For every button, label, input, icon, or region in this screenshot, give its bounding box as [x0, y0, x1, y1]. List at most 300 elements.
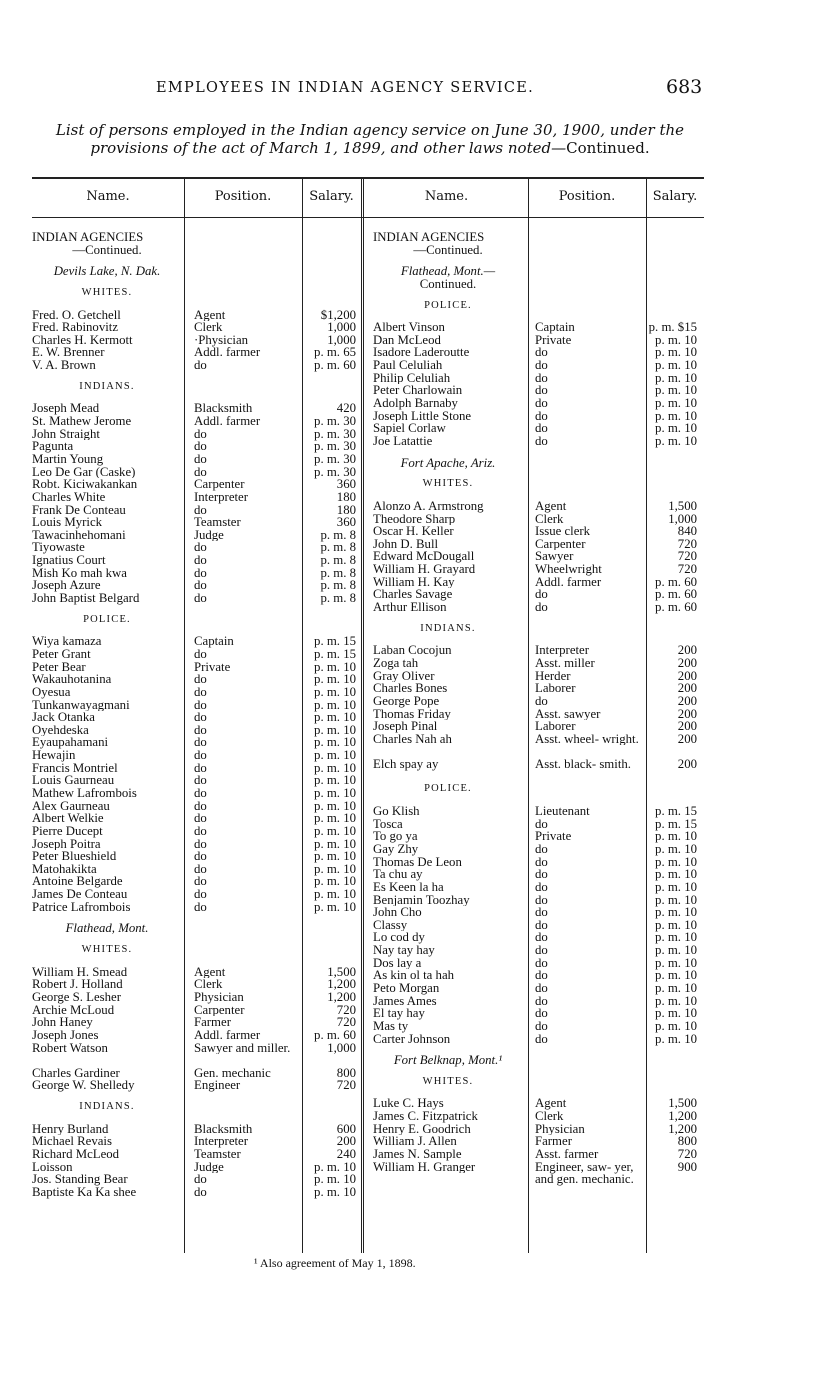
employee-name: Leo De Gar (Caske)	[32, 465, 136, 479]
employee-name: Oscar H. Keller	[373, 525, 454, 538]
employee-salary: p. m. 8	[320, 540, 356, 555]
employee-position: do	[194, 723, 207, 737]
employee-salary: p. m. 10	[655, 1006, 697, 1021]
employee-row	[373, 982, 704, 995]
employee-name: Gray Oliver	[373, 669, 435, 683]
employee-row	[32, 579, 361, 592]
employee-position: Physician	[194, 990, 244, 1004]
employee-name: James De Conteau	[32, 888, 128, 901]
section-heading	[32, 231, 361, 244]
employee-salary: 240	[336, 1147, 356, 1162]
employee-row	[373, 868, 704, 881]
header-salary-left: Salary.	[309, 189, 354, 204]
employee-position: ·Physician	[194, 333, 249, 347]
employee-salary: p. m. 60	[655, 574, 697, 589]
employee-salary: 200	[677, 668, 697, 683]
row-spacer	[32, 372, 361, 381]
employee-salary: p. m. 10	[655, 980, 697, 995]
employee-name: George Pope	[373, 694, 440, 708]
employee-position: do	[535, 359, 548, 372]
employee-salary: 180	[336, 502, 356, 517]
employee-name: Es Keen la ha	[373, 880, 444, 894]
category-label: INDIANS.	[79, 380, 135, 392]
employee-salary: p. m. 10	[314, 899, 356, 914]
employee-name: Thomas Friday	[373, 707, 451, 721]
employee-position: Captain	[535, 321, 575, 334]
employee-name: Peter Grant	[32, 647, 91, 661]
employee-name: Tosca	[373, 817, 403, 831]
employee-row	[373, 733, 704, 758]
employee-position: Carpenter	[194, 1003, 245, 1017]
employee-position: do	[535, 434, 548, 448]
employee-name: William J. Allen	[373, 1135, 457, 1149]
employee-salary: 1,000	[327, 320, 356, 335]
employee-name: Classy	[373, 918, 408, 932]
row-spacer	[32, 1092, 361, 1101]
employee-salary: 720	[677, 1147, 697, 1162]
employee-salary: 720	[336, 1078, 356, 1093]
employee-row	[373, 1020, 704, 1033]
employee-name: John Straight	[32, 427, 100, 441]
category-heading	[32, 287, 361, 300]
employee-salary: p. m. 15	[655, 804, 697, 819]
employee-salary: p. m. 10	[655, 841, 697, 856]
employee-position: do	[194, 812, 207, 825]
employee-salary: 360	[336, 515, 356, 530]
employee-position: do	[194, 736, 207, 750]
employee-name: Wiya kamaza	[32, 635, 102, 648]
right-column	[373, 231, 704, 1199]
employee-row	[32, 346, 361, 359]
employee-position: Laborer	[535, 720, 576, 733]
employee-position: do	[535, 944, 548, 957]
employee-position: do	[194, 799, 207, 813]
employee-name: Michael Revais	[32, 1135, 112, 1149]
employee-salary: 180	[336, 489, 356, 504]
employee-position: do	[194, 850, 207, 863]
employee-name: Loisson	[32, 1160, 73, 1174]
employee-position: Agent	[194, 965, 226, 979]
caption-continued: Continued.	[566, 139, 650, 157]
employee-salary: p. m. 10	[314, 659, 356, 674]
agency-name: Devils Lake, N. Dak.	[53, 264, 161, 279]
employee-salary: p. m. 10	[655, 1031, 697, 1046]
employee-row	[373, 1123, 704, 1136]
employee-row	[373, 805, 704, 818]
employee-name: William H. Smead	[32, 965, 128, 979]
employee-salary: 1,500	[668, 498, 697, 513]
agency-name: Flathead, Mont.	[65, 921, 149, 936]
employee-salary: p. m. 10	[314, 760, 356, 775]
employee-salary: 1,500	[668, 1096, 697, 1111]
employee-name: Sapiel Corlaw	[373, 422, 446, 435]
employee-salary: 840	[677, 524, 697, 539]
employee-position: do	[535, 694, 548, 708]
employee-row	[32, 661, 361, 674]
caption-line-1: List of persons employed in the Indian agency service on June 30, 1900, under the	[55, 121, 685, 139]
employee-name: Charles H. Kermott	[32, 333, 133, 347]
employee-position: do	[194, 685, 207, 699]
row-spacer	[373, 491, 704, 500]
header-name-right: Name.	[424, 189, 469, 204]
employee-name: Charles Nah ah	[373, 732, 452, 746]
employee-position: Engineer	[194, 1079, 241, 1093]
employee-position: do	[194, 900, 207, 914]
category-label: WHITES.	[422, 1075, 474, 1087]
employee-salary: p. m. 30	[314, 451, 356, 466]
employee-row	[32, 787, 361, 800]
employee-name: Joseph Mead	[32, 402, 100, 416]
employee-row	[32, 1042, 361, 1067]
employee-position: Agent	[535, 1097, 567, 1111]
employee-name: As kin ol ta hah	[373, 969, 455, 982]
employee-salary: p. m. 10	[314, 887, 356, 902]
employee-row	[373, 843, 704, 856]
employee-salary: 200	[677, 655, 697, 670]
employee-row	[32, 673, 361, 686]
employee-name: Joseph Azure	[32, 579, 101, 593]
employee-salary: p. m. 10	[314, 672, 356, 687]
employee-name: V. A. Brown	[32, 359, 96, 372]
employee-row	[373, 500, 704, 513]
employee-position: Judge	[194, 528, 224, 542]
employee-row	[32, 428, 361, 441]
employee-salary: p. m. 10	[655, 358, 697, 373]
employee-row	[32, 711, 361, 724]
employee-position: do	[194, 749, 207, 762]
employee-salary: p. m. 10	[655, 421, 697, 436]
employee-row	[32, 1079, 361, 1092]
employee-position: do	[535, 601, 548, 614]
employee-name: Laban Cocojun	[373, 644, 452, 657]
employee-salary: p. m. 30	[314, 464, 356, 479]
employee-row	[32, 991, 361, 1004]
employee-position: Clerk	[194, 978, 223, 991]
employee-name: Isadore Laderoutte	[373, 346, 470, 360]
employee-position: do	[194, 440, 207, 453]
employee-position: Addl. farmer	[194, 346, 261, 360]
employee-salary: p. m. 10	[314, 684, 356, 699]
employee-row	[373, 1007, 704, 1020]
employee-row	[32, 648, 361, 661]
employee-salary: 200	[677, 757, 697, 772]
row-spacer	[373, 1067, 704, 1076]
page-number: 683	[666, 76, 703, 98]
employee-row	[32, 724, 361, 737]
employee-salary: p. m. 30	[314, 439, 356, 454]
employee-position: do	[194, 554, 207, 567]
employee-name: John Haney	[32, 1016, 93, 1029]
employee-position: do	[194, 837, 207, 851]
employee-position: do	[535, 1019, 548, 1033]
employee-position: do	[535, 855, 548, 869]
employee-name: Robert J. Holland	[32, 978, 123, 991]
employee-salary: 720	[336, 1002, 356, 1017]
employee-salary: $1,200	[320, 307, 356, 322]
employee-salary: p. m. 10	[314, 1184, 356, 1199]
employee-salary: 720	[677, 549, 697, 564]
employee-name: Martin Young	[32, 452, 104, 466]
category-heading	[32, 1101, 361, 1114]
employee-salary: p. m. 10	[314, 722, 356, 737]
table-caption	[30, 121, 710, 157]
employee-row	[32, 901, 361, 914]
employee-salary: p. m. 30	[314, 414, 356, 429]
employee-row	[32, 736, 361, 749]
employee-salary: p. m. 10	[314, 785, 356, 800]
employee-position: do	[535, 817, 548, 831]
employee-position: Physician	[535, 1122, 585, 1136]
employee-position: do	[194, 1173, 207, 1186]
employee-position: Blacksmith	[194, 1122, 253, 1136]
employee-position: Asst. farmer	[535, 1148, 599, 1161]
employee-salary: p. m. 10	[655, 892, 697, 907]
employee-position: do	[535, 931, 548, 945]
footnote: ¹ Also agreement of May 1, 1898.	[254, 1256, 416, 1270]
employee-position: Judge	[194, 1160, 224, 1174]
employee-name: Mas ty	[373, 1019, 409, 1033]
employee-name: Archie McLoud	[32, 1003, 115, 1017]
employee-name: Jos. Standing Bear	[32, 1173, 128, 1186]
employee-row	[32, 415, 361, 428]
employee-name: Louis Gaurneau	[32, 774, 115, 787]
employee-row	[32, 825, 361, 838]
employee-position: do	[194, 503, 207, 517]
employee-name: Henry E. Goodrich	[373, 1122, 471, 1136]
employee-position: Carpenter	[535, 537, 586, 551]
employee-name: Adolph Barnaby	[373, 397, 458, 410]
employee-row	[32, 1016, 361, 1029]
row-spacer	[373, 635, 704, 644]
employee-row	[373, 758, 704, 783]
employee-position: do	[194, 579, 207, 593]
agency-heading	[373, 1054, 704, 1067]
employee-position: do	[535, 981, 548, 995]
employee-name: Peter Charlowain	[373, 384, 463, 398]
category-heading	[32, 614, 361, 627]
employee-position: do	[535, 842, 548, 856]
employee-position: Lieutenant	[535, 805, 590, 818]
employee-salary: p. m. 10	[655, 370, 697, 385]
header-position-right: Position.	[558, 189, 616, 204]
employee-position: do	[535, 371, 548, 385]
employee-name: Peter Bear	[32, 660, 86, 674]
employee-row	[373, 1097, 704, 1110]
employee-position: do	[194, 888, 207, 901]
employee-salary: p. m. 10	[655, 930, 697, 945]
agency-heading	[32, 265, 361, 278]
employee-row	[32, 1123, 361, 1136]
employee-position: Private	[194, 660, 231, 674]
employee-name: Robert Watson	[32, 1041, 108, 1055]
employee-name: Carter Johnson	[373, 1032, 451, 1046]
employee-name: El tay hay	[373, 1007, 425, 1020]
employee-row	[32, 321, 361, 334]
employee-salary: 800	[677, 1134, 697, 1149]
employee-row	[32, 762, 361, 775]
employee-position: Herder	[535, 669, 571, 683]
row-spacer	[32, 626, 361, 635]
section-heading	[373, 244, 704, 257]
employee-name: Joseph Pinal	[373, 720, 438, 733]
table-header-rule	[32, 217, 704, 218]
employee-row	[32, 592, 361, 605]
employee-salary: p. m. 10	[314, 1159, 356, 1174]
employee-position: Agent	[194, 308, 226, 322]
running-title: EMPLOYEES IN INDIAN AGENCY SERVICE.	[156, 80, 535, 96]
employee-salary: p. m. 8	[320, 565, 356, 580]
employee-position: Carpenter	[194, 478, 245, 491]
employee-row	[32, 1004, 361, 1017]
employee-salary: p. m. 10	[314, 773, 356, 788]
employee-position: do	[194, 1185, 207, 1199]
employee-name: Luke C. Hays	[373, 1097, 444, 1111]
employee-row	[373, 881, 704, 894]
row-spacer	[32, 1114, 361, 1123]
employee-position: Clerk	[194, 321, 223, 334]
employee-row	[373, 321, 704, 334]
employee-salary: p. m. $15	[648, 320, 697, 335]
employee-position: Sawyer and miller.	[194, 1041, 291, 1055]
category-label: INDIANS.	[79, 1101, 135, 1113]
employee-name: Fred. O. Getchell	[32, 308, 121, 322]
section-heading	[373, 231, 704, 244]
employee-salary: p. m. 10	[314, 748, 356, 763]
employee-salary: 1,200	[668, 1121, 697, 1136]
employee-salary: p. m. 10	[655, 408, 697, 423]
employee-row	[373, 538, 704, 551]
employee-position: do	[535, 384, 548, 398]
employee-name: Richard McLeod	[32, 1148, 120, 1161]
employee-name: Joseph Little Stone	[373, 409, 472, 423]
employee-salary: p. m. 10	[655, 1018, 697, 1033]
employee-row	[32, 800, 361, 813]
employee-row	[373, 644, 704, 657]
employee-position: do	[535, 906, 548, 919]
employee-salary: 200	[677, 706, 697, 721]
employee-name: Hewajin	[32, 749, 76, 762]
employee-row	[32, 1173, 361, 1186]
employee-row	[32, 1186, 361, 1199]
employee-name: Mathew Lafrombois	[32, 786, 137, 800]
employee-name: James Ames	[373, 994, 437, 1008]
employee-salary: p. m. 10	[655, 993, 697, 1008]
employee-salary: 1,000	[327, 1040, 356, 1055]
employee-name: Joseph Poitra	[32, 837, 101, 851]
category-label: POLICE.	[83, 613, 131, 625]
employee-name: Nay tay hay	[373, 944, 435, 957]
category-heading	[373, 623, 704, 636]
employee-row	[32, 838, 361, 851]
header-position-left: Position.	[214, 189, 272, 204]
employee-position: Teamster	[194, 1148, 241, 1161]
category-heading	[32, 944, 361, 957]
employee-name: E. W. Brenner	[32, 346, 105, 360]
employee-name: John D. Bull	[373, 537, 439, 551]
employee-salary: p. m. 10	[655, 854, 697, 869]
employee-salary: p. m. 30	[314, 426, 356, 441]
employee-position: do	[194, 711, 207, 724]
employee-salary: 1,200	[668, 1109, 697, 1124]
employee-name: Tiyowaste	[32, 541, 85, 555]
employee-name: Charles Savage	[373, 588, 453, 602]
employee-salary: p. m. 8	[320, 553, 356, 568]
employee-salary: p. m. 10	[314, 710, 356, 725]
employee-name: St. Mathew Jerome	[32, 415, 132, 428]
employee-salary: p. m. 10	[655, 396, 697, 411]
employee-position: Asst. wheel- wright.	[535, 732, 639, 746]
employee-row	[373, 359, 704, 372]
employee-salary: p. m. 10	[655, 968, 697, 983]
employee-salary: 360	[336, 477, 356, 492]
employee-name: Benjamin Toozhay	[373, 893, 470, 907]
row-spacer	[373, 291, 704, 300]
employee-salary: p. m. 10	[655, 332, 697, 347]
employee-row	[373, 397, 704, 410]
employee-row	[373, 1110, 704, 1123]
employee-row	[32, 402, 361, 415]
row-spacer	[32, 300, 361, 309]
employee-row	[32, 491, 361, 504]
employee-salary: p. m. 15	[314, 634, 356, 649]
employee-row	[32, 774, 361, 787]
agency-name: Continued.	[419, 276, 477, 291]
employee-name: Zoga tah	[373, 656, 419, 670]
section-heading-text: INDIAN AGENCIES	[373, 230, 485, 244]
employee-name: Peto Morgan	[373, 981, 440, 995]
employee-row	[373, 563, 704, 576]
category-heading	[373, 1076, 704, 1089]
employee-row	[32, 966, 361, 979]
employee-position: Wheelwright	[535, 563, 602, 576]
employee-name: Albert Welkie	[32, 812, 104, 825]
employee-name: Wakauhotanina	[32, 673, 112, 686]
employee-row	[32, 516, 361, 529]
row-spacer	[373, 614, 704, 623]
employee-salary: 200	[677, 681, 697, 696]
category-heading	[373, 478, 704, 491]
employee-salary: 200	[336, 1134, 356, 1149]
header-name-left: Name.	[86, 189, 130, 204]
employee-row	[373, 550, 704, 563]
employee-row	[373, 1033, 704, 1046]
page-header	[0, 76, 822, 102]
employee-name: Tawacinhehomani	[32, 528, 126, 542]
employee-name: Paul Celuliah	[373, 359, 443, 372]
employee-row	[32, 1029, 361, 1042]
employee-row	[32, 875, 361, 888]
employee-name: Francis Montriel	[32, 761, 118, 775]
employee-position: Interpreter	[194, 1135, 248, 1149]
employee-salary: 1,200	[327, 989, 356, 1004]
employee-name: Albert Vinson	[373, 321, 445, 334]
employee-name: Henry Burland	[32, 1122, 109, 1136]
employee-name: Robt. Kiciwakankan	[32, 478, 138, 491]
employee-name: Pagunta	[32, 440, 74, 453]
category-heading	[373, 300, 704, 313]
employee-salary: p. m. 10	[655, 345, 697, 360]
agency-name: Fort Apache, Ariz.	[400, 455, 496, 470]
section-heading-text: INDIAN AGENCIES	[32, 230, 144, 244]
employee-row	[373, 708, 704, 721]
employee-salary: p. m. 10	[655, 829, 697, 844]
employee-position: do	[194, 862, 207, 876]
employee-salary: 720	[677, 536, 697, 551]
employee-salary: 720	[677, 562, 697, 577]
employee-salary: p. m. 10	[655, 955, 697, 970]
employee-name: Thomas De Leon	[373, 855, 462, 869]
employee-row	[32, 1135, 361, 1148]
